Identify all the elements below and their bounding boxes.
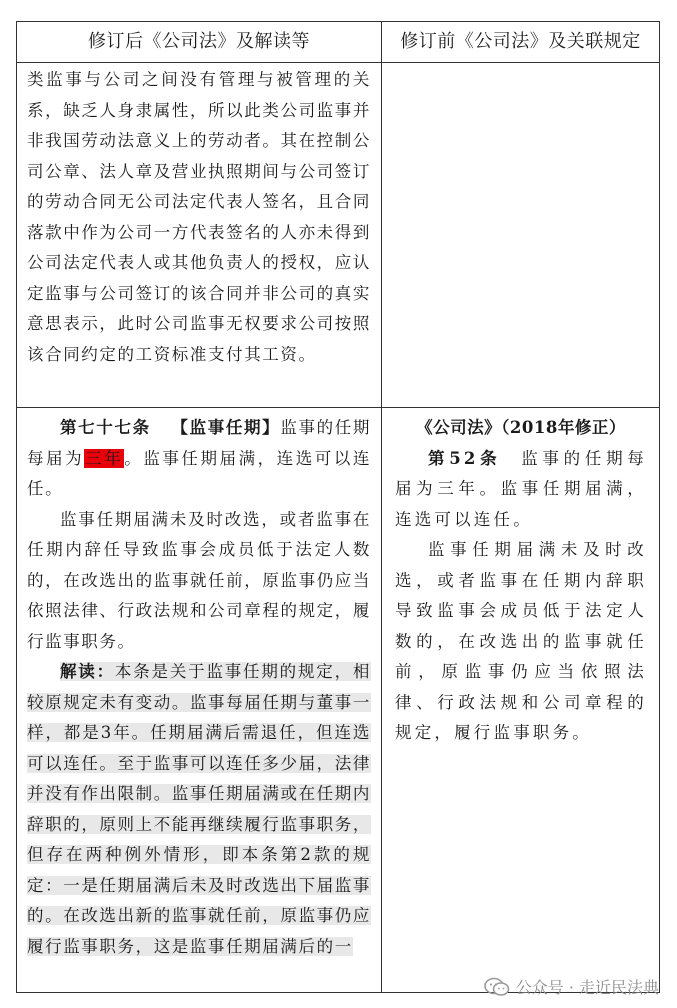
watermark (484, 975, 659, 998)
article-title: 【监事任期】 (171, 418, 281, 437)
paragraph-1-end: 。监事任期届满，连选可以连任。 (27, 448, 371, 498)
row1-left-text: 类监事与公司之间没有管理与被管理的关系，缺乏人身隶属性，所以此类公司监事并非我国劳动法意义上的劳动者。其在控制公司公章、法人章及营业执照期间与公司签订的劳动合同无公司法定代表人签名，且合同落款中作为公司一方代表签名的人亦未得到公司法定代表人或其他负责人的授权，应认定监事与公司签订的该合同并非公司的真实意思表示，此时公司监事无权要求公司按照该合同约定的工资标准支付其工资。 (27, 70, 371, 364)
article-52-number: 第52条 (428, 448, 502, 468)
comparison-table (16, 21, 660, 993)
interpretation-text: 本条是关于监事任期的规定，相较原规定未有变动。监事每届任期与董事一样，都是3年。任期届满后需退任，但连选可以连任。至于监事可以连任多少届，法律并没有作出限制。监事任期届满或在任期内辞职的，原则上不能再继续履行监事职务，但存在两种例外情形，即本条第2款的规定：一是任期届满后未及时改选出下届监事的。在改选出新的监事就任前，原监事仍应履行监事职务，这是监事任期届满后的一 (27, 662, 371, 956)
watermark-text: 公众号 · 走近民法典 (515, 978, 659, 997)
interpretation-label: 解读： (60, 662, 115, 681)
paragraph-1-start: 监事的任期每届为 (27, 418, 371, 468)
row2-right-cell (395, 413, 647, 749)
interpretation-paragraph (27, 657, 371, 962)
row2-left-cell (27, 413, 371, 962)
article-77-paragraph-2: 监事任期届满未及时改选，或者监事在任期内辞任导致监事会成员低于法定人数的，在改选出的监事就任前，原监事仍应当依照法律、行政法规和公司章程的规定，履行监事职务。 (27, 509, 371, 651)
article-77-paragraph-1 (27, 413, 371, 505)
column-divider (381, 22, 382, 992)
wechat-icon (484, 977, 510, 997)
article-52-text-1: 监事的任期每届为三年。监事任期届满，连选可以连任。 (395, 448, 648, 529)
header-left: 修订后《公司法》及解读等 (88, 31, 310, 52)
row1-left-cell (27, 65, 371, 370)
law-title: 《公司法》（2018年修正） (416, 418, 626, 437)
header-right: 修订前《公司法》及关联规定 (400, 31, 641, 52)
row-divider (17, 407, 659, 408)
article-52-paragraph-1 (395, 444, 647, 536)
article-52-paragraph-2: 监事任期届满未及时改选，或者监事在任期内辞职导致监事会成员低于法定人数的，在改选出的监事就任前，原监事仍应当依照法律、行政法规和公司章程的规定，履行监事职务。 (395, 540, 647, 742)
article-number: 第七十七条 (60, 418, 151, 437)
header-divider (17, 62, 659, 63)
highlighted-term: 三年 (85, 448, 124, 468)
